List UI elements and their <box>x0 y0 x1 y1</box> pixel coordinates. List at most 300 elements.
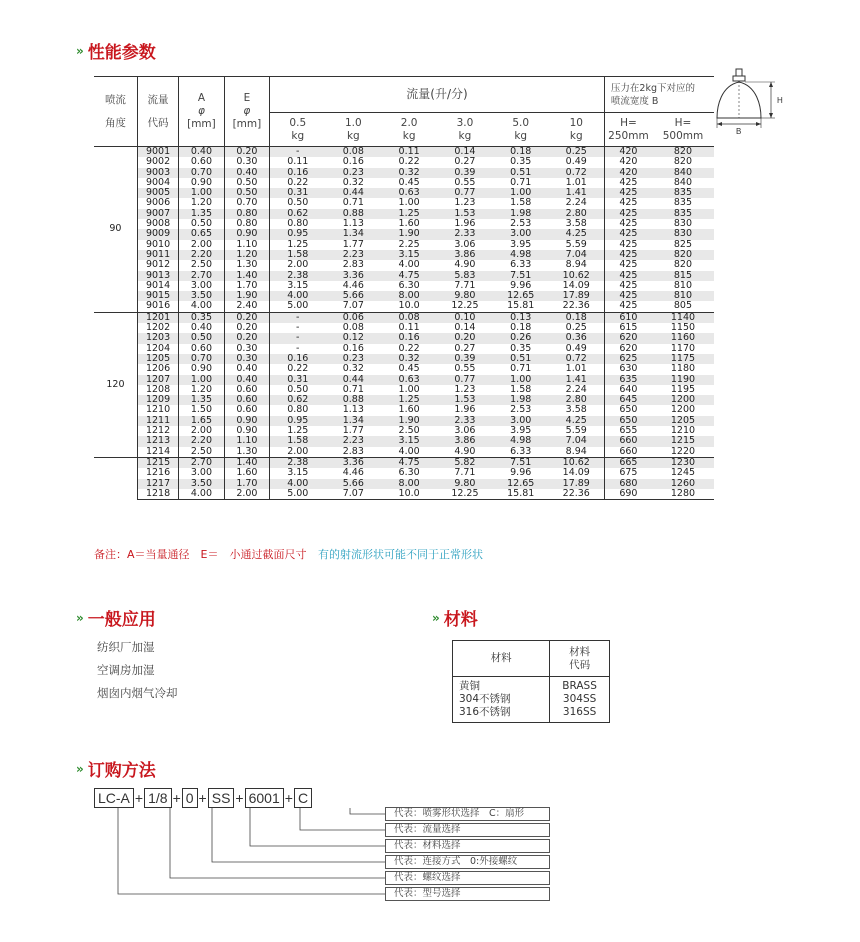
table-cell: 0.63 <box>381 188 437 198</box>
list-item: 空调房加湿 <box>97 663 155 677</box>
table-cell: 9003 <box>137 168 178 178</box>
table-cell: 0.50 <box>179 333 224 343</box>
material-header: 材料 <box>453 641 550 677</box>
table-cell: 810 <box>673 279 693 291</box>
table-cell: 820 <box>652 250 714 260</box>
table-cell: 3.00 <box>179 468 224 478</box>
table-cell: 0.90 <box>224 229 269 239</box>
table-cell: 3.86 <box>437 250 493 260</box>
table-cell: 0.51 <box>493 354 549 364</box>
table-cell: 1200 <box>670 404 696 416</box>
table-cell: 0.14 <box>454 322 476 334</box>
table-cell: 1.34 <box>325 416 381 426</box>
plus-sign: + <box>172 790 181 806</box>
table-cell: 3.36 <box>325 271 381 281</box>
header-flow: 流量(升/分) <box>270 77 605 113</box>
table-cell: 1220 <box>670 445 696 457</box>
table-cell: 4.00 <box>398 259 420 271</box>
table-cell: 1201 <box>137 312 178 323</box>
note-shape-warning: 有的射流形状可能不同于正常形状 <box>317 548 483 561</box>
table-cell: 8.94 <box>565 445 587 457</box>
table-cell: 1230 <box>652 457 714 468</box>
table-cell: 2.50 <box>398 425 420 437</box>
table-cell: 5.00 <box>270 301 326 312</box>
header-width: 压力在2kg下对应的 喷流宽度 B <box>604 77 714 113</box>
table-cell: 0.60 <box>224 405 269 415</box>
table-cell: 425 <box>604 178 652 188</box>
table-cell: 4.25 <box>549 416 605 426</box>
order-legend-connection: 代表：连接方式 0:外接螺纹 <box>385 855 550 869</box>
table-cell: 8.00 <box>381 291 437 301</box>
section-title-text: 材料 <box>443 610 478 630</box>
table-cell: 0.50 <box>270 198 326 208</box>
table-cell: 3.58 <box>565 404 587 416</box>
table-cell: 4.46 <box>342 467 364 479</box>
table-cell: 4.90 <box>454 445 476 457</box>
table-cell: 3.50 <box>179 479 224 489</box>
table-cell: 1205 <box>652 416 714 426</box>
table-cell: 0.06 <box>325 312 381 323</box>
table-cell: 620 <box>604 344 652 354</box>
table-cell: 2.33 <box>437 229 493 239</box>
table-cell: 0.12 <box>325 333 381 343</box>
table-cell: 14.09 <box>562 279 590 291</box>
table-cell: 0.40 <box>179 147 224 158</box>
table-cell: 1.90 <box>224 291 269 301</box>
table-cell: 4.00 <box>398 445 420 457</box>
table-cell: 1.23 <box>454 197 476 209</box>
header-p4: 3.0 kg <box>437 113 493 147</box>
table-cell: 1212 <box>137 426 178 436</box>
table-cell: 6.33 <box>510 445 532 457</box>
table-cell: 1211 <box>137 416 178 426</box>
table-cell: 0.32 <box>342 363 364 375</box>
table-cell: 0.35 <box>179 312 224 323</box>
table-cell: 1215 <box>137 457 178 468</box>
table-cell: 1217 <box>137 479 178 489</box>
table-cell: 0.49 <box>565 342 587 354</box>
table-cell: 1.35 <box>179 395 224 405</box>
table-cell: 1150 <box>670 322 696 334</box>
table-cell: 0.18 <box>493 147 549 158</box>
table-cell: 425 <box>604 260 652 270</box>
table-cell: 8.00 <box>381 479 437 489</box>
table-cell: 2.53 <box>510 404 532 416</box>
table-cell: 1210 <box>670 425 696 437</box>
arrows-icon: » <box>432 610 438 625</box>
table-cell: 12.65 <box>493 479 549 489</box>
table-cell: 1218 <box>137 489 178 500</box>
table-cell: 2.23 <box>325 250 381 260</box>
table-cell: 1.25 <box>270 426 326 436</box>
table-cell: 425 <box>604 209 652 219</box>
table-cell: 0.71 <box>510 176 532 188</box>
table-cell: - <box>270 323 326 333</box>
table-cell: 1.30 <box>224 447 269 458</box>
table-cell: 1.90 <box>381 416 437 426</box>
table-cell: 2.00 <box>224 489 269 500</box>
table-cell: 0.11 <box>381 147 437 158</box>
table-cell: - <box>270 147 326 158</box>
table-cell: 3.36 <box>325 457 381 468</box>
table-cell: 0.11 <box>398 322 420 334</box>
table-cell: 7.04 <box>549 250 605 260</box>
table-cell: 835 <box>652 188 714 198</box>
table-cell: 645 <box>604 395 652 405</box>
table-cell: 5.00 <box>270 489 326 500</box>
table-cell: 10.0 <box>381 489 437 500</box>
table-cell: 1.90 <box>381 229 437 239</box>
table-cell: 3.06 <box>454 238 476 250</box>
table-cell: 2.70 <box>179 271 224 281</box>
table-cell: 1.01 <box>565 176 587 188</box>
table-cell: 0.50 <box>179 219 224 229</box>
header-h250: H= 250mm <box>604 113 652 147</box>
table-cell: 5.83 <box>437 271 493 281</box>
table-cell: 425 <box>604 188 652 198</box>
table-cell: 9.80 <box>437 479 493 489</box>
table-cell: 815 <box>652 271 714 281</box>
table-cell: 0.60 <box>179 157 224 167</box>
table-cell: 5.66 <box>325 291 381 301</box>
table-cell: 0.39 <box>437 168 493 178</box>
table-cell: 0.20 <box>224 323 269 333</box>
table-cell: 625 <box>604 354 652 364</box>
table-cell: 0.80 <box>270 405 326 415</box>
table-cell: 4.00 <box>179 301 224 312</box>
table-cell: 0.44 <box>325 188 381 198</box>
table-cell: 9005 <box>137 188 178 198</box>
table-cell: 0.44 <box>325 375 381 385</box>
table-cell: 420 <box>604 147 652 158</box>
table-cell: 0.16 <box>342 342 364 354</box>
table-cell: 2.00 <box>179 240 224 250</box>
table-cell: 1.10 <box>224 240 269 250</box>
order-part-flow: 6001 <box>245 788 284 808</box>
table-cell: 0.90 <box>224 426 269 436</box>
table-cell: 2.24 <box>565 197 587 209</box>
table-cell: 1214 <box>137 447 178 458</box>
table-cell: 3.15 <box>270 468 326 478</box>
table-cell: 630 <box>604 364 652 374</box>
table-cell: 0.88 <box>325 209 381 219</box>
table-cell: 1.50 <box>179 405 224 415</box>
table-cell: 7.07 <box>342 300 364 312</box>
table-cell: 6.30 <box>398 279 420 291</box>
table-cell: 1.98 <box>493 209 549 219</box>
table-cell: 1.35 <box>179 209 224 219</box>
table-cell: 10.62 <box>549 271 605 281</box>
table-cell: 5.59 <box>565 425 587 437</box>
table-cell: 0.88 <box>325 395 381 405</box>
table-cell: 690 <box>604 489 652 500</box>
order-legend-thread: 代表：螺纹选择 <box>385 871 550 885</box>
table-cell: 1180 <box>670 363 696 375</box>
material-names: 黄铜 304不锈钢 316不锈钢 <box>453 677 550 723</box>
table-cell: 3.15 <box>381 436 437 446</box>
table-cell: 0.36 <box>549 333 605 343</box>
table-cell: 4.00 <box>270 479 326 489</box>
table-cell: 0.16 <box>342 156 364 168</box>
table-cell: 2.20 <box>179 250 224 260</box>
table-cell: 0.14 <box>437 147 493 158</box>
table-cell: 10.62 <box>549 457 605 468</box>
table-cell: 0.62 <box>270 395 326 405</box>
table-cell: 1213 <box>137 436 178 446</box>
header-a: A φ [mm] <box>179 77 224 147</box>
table-cell: 0.80 <box>270 219 326 229</box>
table-cell: 4.98 <box>493 436 549 446</box>
table-cell: 1190 <box>652 375 714 385</box>
table-cell: 1.25 <box>381 395 437 405</box>
table-cell: 1.25 <box>381 209 437 219</box>
table-cell: 2.83 <box>342 259 364 271</box>
table-cell: 3.00 <box>493 229 549 239</box>
table-cell: 1210 <box>137 405 178 415</box>
table-cell: 615 <box>604 323 652 333</box>
table-cell: 9001 <box>137 147 178 158</box>
table-cell: 0.30 <box>224 157 269 167</box>
table-cell: 2.38 <box>270 457 326 468</box>
table-cell: 1208 <box>137 385 178 395</box>
table-cell: 425 <box>604 291 652 301</box>
list-item: 烟囱内烟气冷却 <box>97 686 178 700</box>
order-part-model: LC-A <box>94 788 134 808</box>
table-cell: 4.75 <box>381 457 437 468</box>
note-definitions: 备注：A＝当量通径 E＝ 小通过截面尺寸 <box>94 548 307 561</box>
table-cell: 0.25 <box>549 147 605 158</box>
order-part-material: SS <box>208 788 235 808</box>
table-cell: 835 <box>652 209 714 219</box>
table-cell: 0.25 <box>565 322 587 334</box>
table-cell: 820 <box>673 259 693 271</box>
table-cell: 1.23 <box>454 383 476 395</box>
table-cell: 1.00 <box>179 375 224 385</box>
table-cell: 3.15 <box>381 250 437 260</box>
header-p1: 0.5 kg <box>270 113 326 147</box>
table-cell: 1.40 <box>224 457 269 468</box>
table-cell: 0.18 <box>549 312 605 323</box>
table-cell: 4.98 <box>493 250 549 260</box>
table-cell: - <box>270 312 326 323</box>
table-cell: 0.70 <box>179 354 224 364</box>
table-cell: 3.95 <box>510 238 532 250</box>
table-cell: 6.33 <box>510 259 532 271</box>
table-cell: 7.71 <box>454 279 476 291</box>
table-cell: 1.70 <box>224 479 269 489</box>
table-cell: 5.82 <box>437 457 493 468</box>
header-angle: 喷流 角度 <box>94 77 137 147</box>
table-cell: 1160 <box>652 333 714 343</box>
table-cell: 1.96 <box>454 218 476 230</box>
table-cell: 7.04 <box>549 436 605 446</box>
table-cell: 12.25 <box>437 489 493 500</box>
table-cell: 0.70 <box>179 168 224 178</box>
table-cell: 17.89 <box>549 479 605 489</box>
table-cell: 425 <box>604 219 652 229</box>
header-p2: 1.0 kg <box>325 113 381 147</box>
table-cell: 2.23 <box>325 436 381 446</box>
table-cell: 4.75 <box>381 271 437 281</box>
table-cell: 0.60 <box>224 395 269 405</box>
table-cell: 820 <box>652 147 714 158</box>
table-cell: 660 <box>604 436 652 446</box>
table-cell: 22.36 <box>562 300 590 312</box>
table-cell: 1.00 <box>398 197 420 209</box>
table-cell: 1.77 <box>342 425 364 437</box>
table-cell: 675 <box>604 468 652 478</box>
table-cell: 3.95 <box>510 425 532 437</box>
table-cell: 0.49 <box>565 156 587 168</box>
table-cell: 0.11 <box>270 157 326 167</box>
table-cell: 2.38 <box>270 271 326 281</box>
plus-sign: + <box>235 790 244 806</box>
table-cell: 0.30 <box>224 354 269 364</box>
table-cell: 22.36 <box>549 489 605 500</box>
table-cell: 1.20 <box>224 250 269 260</box>
table-cell: 0.32 <box>381 354 437 364</box>
arrows-icon: » <box>76 43 82 58</box>
table-cell: 1.58 <box>270 436 326 446</box>
table-cell: 655 <box>604 426 652 436</box>
table-cell: 1195 <box>670 383 696 395</box>
table-cell: 9007 <box>137 209 178 219</box>
table-cell: 0.13 <box>493 312 549 323</box>
table-cell: 0.23 <box>325 168 381 178</box>
angle-cell: 120 <box>94 312 137 457</box>
table-cell: 9015 <box>137 291 178 301</box>
table-cell: 0.32 <box>342 176 364 188</box>
table-cell: 7.07 <box>325 489 381 500</box>
table-cell: 1260 <box>652 479 714 489</box>
table-cell: 640 <box>604 385 652 395</box>
table-cell: 0.50 <box>270 385 326 395</box>
table-cell: 665 <box>604 457 652 468</box>
table-cell: 0.22 <box>398 342 420 354</box>
table-cell: 1202 <box>137 323 178 333</box>
table-cell: 15.81 <box>493 489 549 500</box>
table-cell: 0.40 <box>224 168 269 178</box>
table-cell: 1209 <box>137 395 178 405</box>
table-cell: 1280 <box>652 489 714 500</box>
table-cell: 425 <box>604 198 652 208</box>
table-cell: 2.20 <box>179 436 224 446</box>
table-cell: 1.00 <box>493 375 549 385</box>
table-cell: 0.80 <box>224 209 269 219</box>
header-p3: 2.0 kg <box>381 113 437 147</box>
table-cell: 1.00 <box>493 188 549 198</box>
table-cell: 1.77 <box>342 238 364 250</box>
table-cell: 2.80 <box>549 395 605 405</box>
material-codes: BRASS 304SS 316SS <box>550 677 610 723</box>
diagram-h-label: H <box>777 96 783 105</box>
table-cell: 4.00 <box>179 489 224 500</box>
table-cell: 835 <box>673 197 693 209</box>
table-cell: 9010 <box>137 240 178 250</box>
arrows-icon: » <box>76 610 82 625</box>
table-cell: 2.70 <box>179 457 224 468</box>
table-cell: 0.45 <box>398 363 420 375</box>
table-cell: 1.20 <box>179 385 224 395</box>
table-cell: 10.0 <box>398 300 420 312</box>
table-cell: 2.50 <box>179 447 224 458</box>
table-cell: 0.22 <box>398 156 420 168</box>
table-cell: 4.00 <box>270 291 326 301</box>
table-cell: 1203 <box>137 333 178 343</box>
table-cell: 1.00 <box>179 188 224 198</box>
table-cell: 1.58 <box>270 250 326 260</box>
table-cell: 425 <box>604 229 652 239</box>
table-cell: 0.55 <box>454 176 476 188</box>
order-part-connection: 0 <box>182 788 198 808</box>
table-cell: 5.59 <box>565 238 587 250</box>
table-cell: 1205 <box>137 354 178 364</box>
table-cell: 805 <box>673 300 693 312</box>
table-cell: 12.65 <box>493 291 549 301</box>
table-cell: 0.18 <box>510 322 532 334</box>
table-cell: 0.50 <box>224 178 269 188</box>
section-title-text: 一般应用 <box>87 610 156 630</box>
header-p5: 5.0 kg <box>493 113 549 147</box>
table-cell: 425 <box>604 301 652 312</box>
table-cell: 0.77 <box>437 375 493 385</box>
table-cell: 2.53 <box>510 218 532 230</box>
table-cell: 0.40 <box>224 364 269 374</box>
table-cell: 1.13 <box>342 404 364 416</box>
header-p6: 10 kg <box>549 113 605 147</box>
table-cell: - <box>270 333 326 343</box>
table-cell: 1.53 <box>437 395 493 405</box>
table-cell: 15.81 <box>507 300 535 312</box>
section-title-text: 订购方法 <box>87 761 156 781</box>
table-cell: 1.60 <box>398 404 420 416</box>
table-cell: 1.13 <box>342 218 364 230</box>
table-cell: 0.55 <box>454 363 476 375</box>
table-cell: 650 <box>604 405 652 415</box>
table-cell: 0.27 <box>454 342 476 354</box>
table-cell: 9006 <box>137 198 178 208</box>
table-cell: 0.20 <box>224 147 269 158</box>
table-cell: 7.51 <box>493 271 549 281</box>
table-cell: 840 <box>673 176 693 188</box>
header-h500: H= 500mm <box>652 113 714 147</box>
table-cell: 1215 <box>652 436 714 446</box>
table-cell: 0.62 <box>270 209 326 219</box>
table-cell: 0.71 <box>342 383 364 395</box>
diagram-b-label: B <box>736 127 742 136</box>
table-cell: 9002 <box>137 157 178 167</box>
table-cell: - <box>270 344 326 354</box>
table-cell: 9011 <box>137 250 178 260</box>
table-cell: 0.40 <box>224 375 269 385</box>
table-cell: 0.22 <box>270 364 326 374</box>
table-cell: 0.20 <box>224 312 269 323</box>
table-cell: 0.77 <box>437 188 493 198</box>
table-cell: 9009 <box>137 229 178 239</box>
table-cell: 0.08 <box>325 147 381 158</box>
table-cell: 620 <box>604 333 652 343</box>
table-cell: 0.35 <box>510 342 532 354</box>
order-part-shape: C <box>294 788 312 808</box>
table-cell: 840 <box>652 168 714 178</box>
table-cell: 0.95 <box>270 229 326 239</box>
table-cell: 425 <box>604 271 652 281</box>
table-cell: 5.66 <box>325 479 381 489</box>
table-cell: 9014 <box>137 281 178 291</box>
table-cell: 0.08 <box>342 322 364 334</box>
table-cell: 1207 <box>137 375 178 385</box>
table-cell: 420 <box>604 168 652 178</box>
